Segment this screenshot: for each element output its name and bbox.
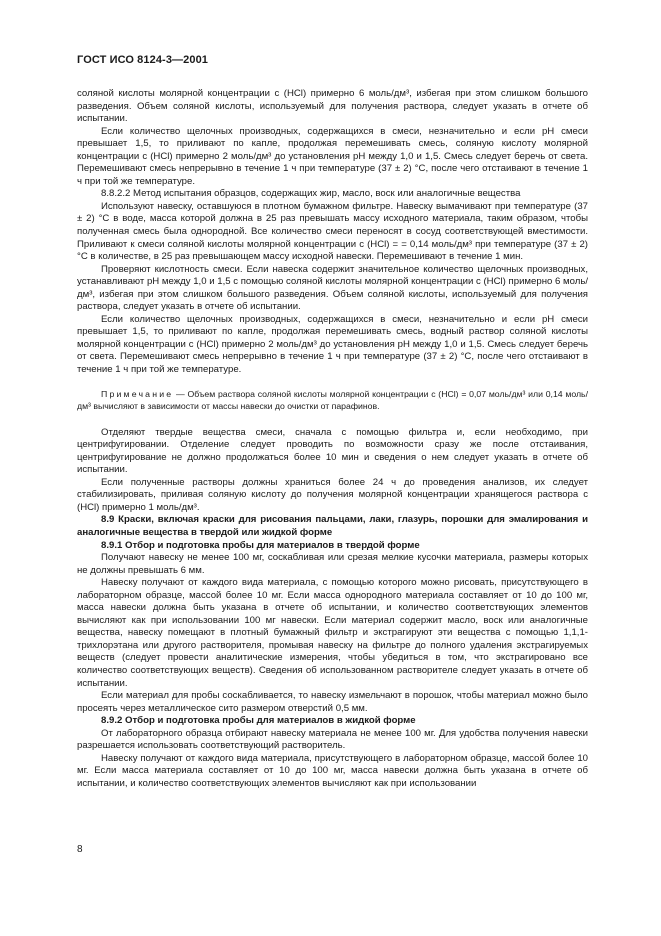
paragraph: Если материал для пробы соскабливается, то навеску измельчают в порошок, чтобы материал можно было просеять через металлическое сито размером отверстий 0,5 мм. bbox=[77, 690, 588, 714]
subsection-heading: 8.9.1 Отбор и подготовка пробы для материалов в твердой форме bbox=[101, 539, 420, 551]
paragraph: Навеску получают от каждого вида материала, с помощью которого можно рисовать, присутствующего в лабораторном образце, массой более 10 мг. Если масса однородного материала составляет от 10 до 100 мг, масса навески должна быть указана в отчете об испытании, и количество соответствующих элементов вычисляют как при использовании 100 мг навески. Если материал содержит масло, воск или аналогичные вещества, навеску помещают в плотный бумажный фильтр и экстрагируют эти вещества с помощью 1,1,1-трихлорэтана или другого растворителя, промывая навеску на фильтре до полного удаления экстрагируемых веществ (следует провести аналитические измерения, чтобы убедиться в том, что экстрагировано все количество соответствующих веществ). Сведения об использованном растворителе следует указать в отчете об испытании. bbox=[77, 577, 588, 689]
paragraph: Отделяют твердые вещества смеси, сначала с помощью фильтра и, если необходимо, при центрифугировании. Отделение следует проводить по возможности сразу же после отстаивания, центрифугирование не должно продолжаться более 10 мин и сведения о нем следует указать в отчете об испытании. bbox=[77, 426, 588, 476]
document-header: ГОСТ ИСО 8124-3—2001 bbox=[77, 54, 209, 66]
subsection-heading: 8.9.2 Отбор и подготовка пробы для материалов в жидкой форме bbox=[101, 715, 416, 727]
section-heading: 8.9 Краски, включая краски для рисования пальцами, лаки, глазурь, порошки для эмалирования и аналогичные вещества в твердой или жидкой форме bbox=[77, 514, 588, 538]
document-page bbox=[77, 54, 588, 790]
page-number: 8 bbox=[77, 844, 83, 855]
note-label: Примечание bbox=[101, 388, 174, 399]
note-text: — Объем раствора соляной кислоты молярной концентрации c (HCl) = 0,07 моль/дм³ или 0,14 моль/дм³ вычисляют в зависимости от массы навески до очистки от парафинов. bbox=[77, 388, 588, 411]
note bbox=[77, 388, 588, 412]
paragraph: Используют навеску, оставшуюся в плотном бумажном фильтре. Навеску вымачивают при температуре (37 ± 2) °С в воде, масса которой должна в 25 раз превышать массу исходного материала, таким образом, чтобы полученная смесь была однородной. Все количество смеси переносят в сосуд соответствующей вместимости. Приливают к смеси соляной кислоты молярной концентрации c (HCl) = = 0,14 моль/дм³ при температуре (37 ± 2) °С в количестве, в 25 раз превышающем массу исходной навески. Перемешивают в течение 1 мин. bbox=[77, 200, 588, 263]
paragraph: Проверяют кислотность смеси. Если навеска содержит значительное количество щелочных производных, устанавливают pH между 1,0 и 1,5 с помощью соляной кислоты молярной концентрации c (HCl) примерно 6 моль/дм³, избегая при этом слишком большого разведения. Объем соляной кислоты, используемый для получения раствора, следует указать в отчете об испытании. bbox=[77, 263, 588, 313]
paragraph: Получают навеску не менее 100 мг, соскабливая или срезая мелкие кусочки материала, размеры которых не должны превышать 6 мм. bbox=[77, 552, 588, 576]
paragraph: Если количество щелочных производных, содержащихся в смеси, незначительно и если pH смеси превышает 1,5, то приливают по капле, продолжая перемешивать смесь, соляную кислоту молярной концентрации c (HCl) примерно 2 моль/дм³ до установления pH между 1,0 и 1,5. Смесь следует беречь от света. Перемешивают смесь непрерывно в течение 1 ч при температуре (37 ± 2) °С, после чего отстаивают в течение 1 ч при той же температуре. bbox=[77, 125, 588, 187]
paragraph: Если полученные растворы должны храниться более 24 ч до проведения анализов, их следует стабилизировать, приливая соляную кислоту до получения молярной концентрации хранящегося раствора c (HCl) примерно 1 моль/дм³. bbox=[77, 476, 588, 513]
paragraph: Навеску получают от каждого вида материала, присутствующего в лабораторном образце, массой более 10 мг. Если масса материала составляет от 10 до 100 мг, масса навески должна быть указана в отчете об испытании, и количество соответствующих элементов вычисляют как при использовании bbox=[77, 752, 588, 789]
paragraph: Если количество щелочных производных, содержащихся в смеси, незначительно и если pH смеси превышает 1,5, то приливают по капле, продолжая перемешивать смесь, водный раствор соляной кислоты молярной концентрации c (HCl) примерно 2 моль/дм³ до установления pH между 1,0 и 1,5. Смесь следует беречь от света. Перемешивают смесь непрерывно в течение 1 ч при температуре (37 ± 2) °С, после чего отстаивают в течение 1 ч при той же температуре. bbox=[77, 313, 588, 376]
paragraph: От лабораторного образца отбирают навеску материала не менее 100 мг. Для удобства получения навески разрешается использовать соответствующий растворитель. bbox=[77, 727, 588, 752]
paragraph: соляной кислоты молярной концентрации c (HCl) примерно 6 моль/дм³, избегая при этом слишком большого разведения. Объем соляной кислоты, используемый для получения раствора, следует указать в отчете об испытании. bbox=[77, 88, 588, 125]
subsection-heading: 8.8.2.2 Метод испытания образцов, содержащих жир, масло, воск или аналогичные вещества bbox=[101, 188, 521, 200]
